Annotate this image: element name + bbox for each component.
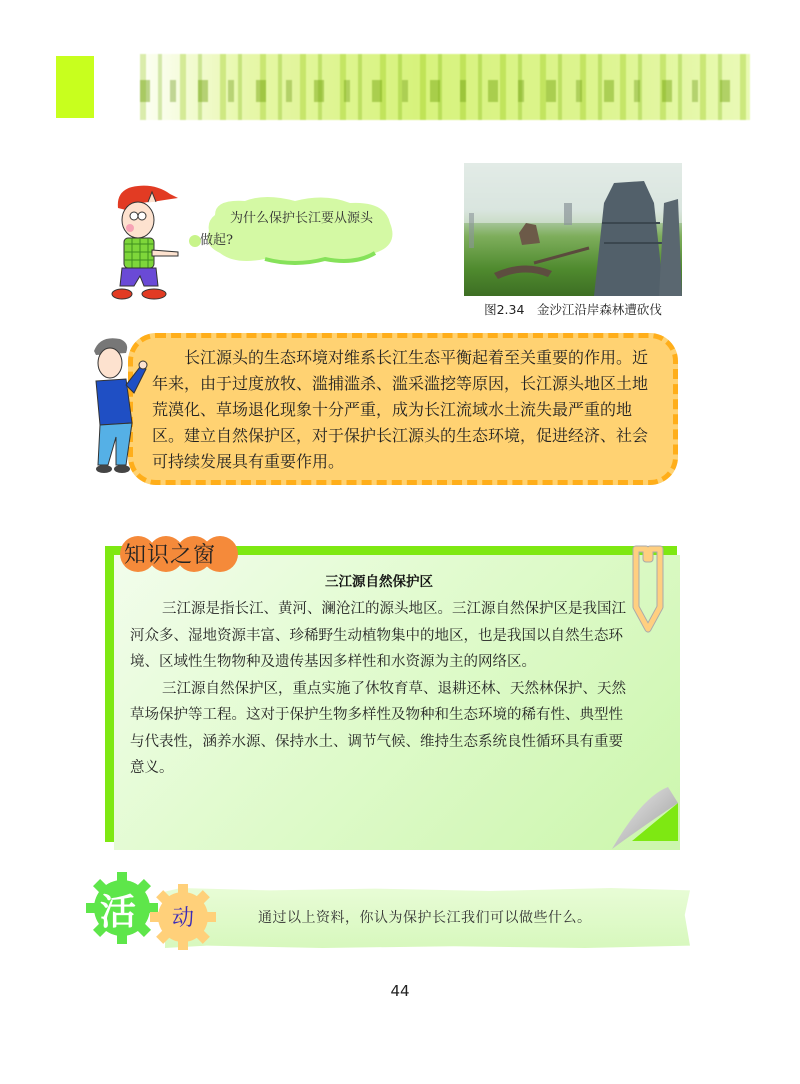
header-banner-image	[140, 54, 750, 120]
knowledge-window-badge: 知识之窗	[124, 543, 217, 568]
knowledge-window-body	[130, 596, 630, 782]
header-accent-block	[56, 56, 94, 118]
page-number: 44	[390, 982, 410, 1000]
knowledge-paragraph-1: 三江源是指长江、黄河、澜沧江的源头地区。三江源自然保护区是我国江河众多、湿地资源丰富、珍稀野生动植物集中的地区，也是我国以自然生态环境、区域性生物物种及遗传基因多样性和水资源为主的网络区。	[130, 601, 626, 670]
orange-note-text	[152, 345, 662, 475]
speech-bubble-text: 为什么保护长江要从源头做起?	[200, 211, 374, 248]
teacher-illustration	[86, 333, 148, 475]
knowledge-paragraph-2: 三江源自然保护区，重点实施了休牧育草、退耕还林、天然林保护、天然草场保护等工程。这对于保护生物多样性及物种和生态环境的稀有性、典型性与代表性，涵养水源、保持水土、调节气候、维持生态系统良性循环具有重要意义。	[130, 680, 626, 776]
deforestation-photo	[464, 163, 682, 296]
figure-caption: 图2.34 金沙江沿岸森林遭砍伐	[484, 302, 662, 317]
cartoon-boy-illustration	[108, 180, 188, 305]
page-curl-icon	[612, 787, 682, 849]
orange-note-paragraph: 长江源头的生态环境对维系长江生态平衡起着至关重要的作用。近年来，由于过度放牧、滥捕滥杀、滥采滥挖等原因，长江源头地区土地荒漠化、草场退化现象十分严重，成为长江流域水土流失最严重的地区。建立自然保护区，对于保护长江源头的生态环境，促进经济、社会可持续发展具有重要作用。	[152, 348, 649, 471]
paperclip-icon	[628, 545, 668, 633]
activity-prompt: 通过以上资料，你认为保护长江我们可以做些什么。	[258, 910, 592, 926]
activity-label-2: 动	[172, 906, 195, 931]
knowledge-window-title: 三江源自然保护区	[325, 574, 433, 590]
activity-label-1: 活	[100, 892, 137, 933]
